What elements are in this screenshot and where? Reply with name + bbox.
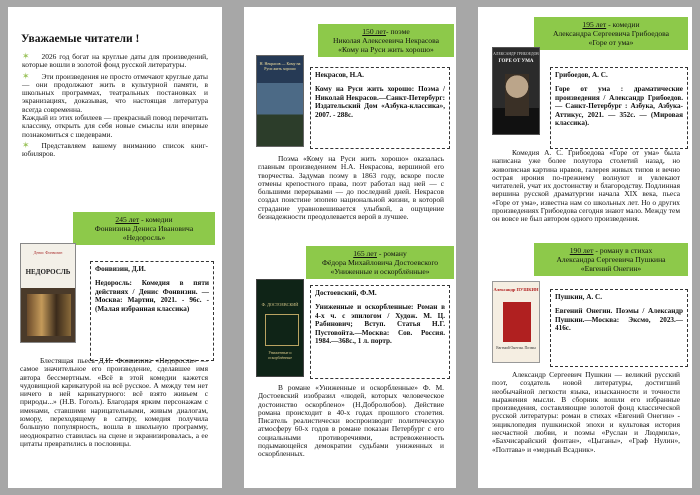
anniversary-banner: 190 лет - роману в стихах Александра Сергеевича Пушкина «Евгений Онегин» [534,243,688,276]
intro-text: ✶ 2026 год богат на круглые даты для произведений, которые вошли в золотой фонд русской литературы. ✶ Эти произведения не просто отмечают круглые даты — они продолжают жить в культурной памяти, в школьных программах, театральных постановках и экранизациях, доказывая, что настоящая литература всегда современна. Каждый из этих юбилеев — прекрасный повод перечитать классику, открыть для себя новые смыслы или впервые познакомиться с шедеврами. ✶ Представляем вашему вниманию список книг-юбиляров. [22,51,208,159]
bibliographic-card: Пушкин, А. С. Евгений Онегин. Поэмы / Александр Пушкин.—Москва: Эксмо, 2023.—416с. [550,289,688,367]
book-cover-dostoevsky: Ф. ДОСТОЕВСКИЙ Униженные и оскорблённые [256,279,304,377]
bibliographic-card: Достоевский, Ф.М. Униженные и оскорбленные: Роман в 4-х ч. с эпилогом / Худож. М. Ц. Рабинович; Вступ. Статья Н.Г. Пустовойта.—Москва: Сов. Россия. 1984.—368с., 1 л. портр. [310,285,450,379]
cover-ornament [265,314,299,346]
bibliographic-card: Некрасов, Н.А. Кому на Руси жить хорошо: Поэма / Николай Некрасов.—Санкт-Петербург: Издательский Дом «Азбука-классика», 2007. - 288с. [310,67,450,149]
anniversary-banner: 195 лет - комедии Александра Сергеевича Грибоедова «Горе от ума» [534,17,688,50]
cover-portrait [505,74,529,116]
anniversary-banner: 245 лет - комедии Фонвизина Дениса Ивановича «Недоросль» [73,212,215,245]
star-icon: ✶ [22,51,30,61]
book-description: Поэма «Кому на Руси жить хорошо» оказалась главным произведением Н.А. Некрасова, вершиной его творчества. Задумав поэму в 1863 году, вскоре после отмены крепостного права, поэт работал над ней — с большими перерывами — до последний дней. Некрасов создал поистине эпопею национальной жизни, в которой страдание уравновешивается улыбкой, а ощущение безнадежности преодолевается верой в лучшее. [258,154,444,222]
book-description: Александр Сергеевич Пушкин — великий русский поэт, создатель новой литературы, достигший необычайной легкости языка, изысканности и точности выражения мысли. В сборник вошли его избранные произведения, составляющие золотой фонд классической русской литературы: роман в стихах «Евгений Онегин» - энциклопедия пушкинской эпохи и культовая история несчастной любви, и поэмы «Руслан и Людмила», «Бахчисарайский фонтан», «Цыганы», «Граф Нулин», «Полтава» и «медный Всадник». [492,370,680,454]
panel-left [8,7,222,488]
panel-right [478,7,692,488]
book-cover-pushkin: Александр ПУШКИН Евгений Онегин. Поэмы [492,281,540,363]
book-cover-nekrasov: Н. Некрасов — Кому на Руси жить хорошо [256,55,304,147]
cover-illustration [27,294,71,336]
page-heading: Уважаемые читатели ! [21,33,140,45]
star-icon: ✶ [22,70,30,81]
book-cover-nedorosl: Денис Фонвизин НЕДОРОСЛЬ [20,243,76,343]
bibliographic-card: Грибоедов, А. С. Горе от ума : драматические произведения / Александр Грибоедов. — Санкт-Петербург : Азбука, Азбука-Аттикус, 2021. — 352с. — (Мировая классика). [550,67,688,149]
anniversary-banner: 165 лет - роману Фёдора Михайловича Достоевского «Униженные и оскорблённые» [306,246,454,279]
panel-middle [244,7,456,488]
anniversary-banner: 150 лет- поэме Николая Алексеевича Некрасова «Кому на Руси жить хорошо» [318,24,454,57]
star-icon: ✶ [22,139,30,150]
book-cover-griboedov: АЛЕКСАНДР ГРИБОЕДОВ ГОРЕ ОТ УМА [492,47,540,135]
cover-illustration [503,302,531,342]
book-description: Блестящая пьеса Д.И. Фонвизина «Недоросль» — самое значительное его произведение, сделавшее имя автора бессмертным. «Всё в этой комедии кажется чудовищной карикатурой на всё русское. А между тем нет ничего в ней карикатурного: всё взято живьем с природы...» (Н.В. Гоголь). Благодаря ярким персонажам с именами, ставшими нарицательными, живым диалогам, юмору, переходящему в сатиру, комедия получила большую популярность, вошла в школьную программу, неоднократно ставилась на сцене и экранизировалась, а ее цитаты превратились в пословицы. [20,356,208,448]
bibliographic-card: Фонвизин, Д.И. Недоросль: Комедия в пяти действиях / Денис Фонвизин. — Москва: Мартин, 2021. - 96с. - (Малая избранная классика) [90,261,214,361]
book-description: В романе «Униженные и оскорбленные» Ф. М. Достоевский изобразил «людей, которых человеческое достоинство оскорблено» (Н.Добролюбов). Действие романа происходит в 40-х годах прошлого столетия. Писатель реалистически воспроизводит политическую атмосферу 60-х годов в романе показан Петербург с его социальными противоречиями, встревоженность подымающейся демократии судьбами униженных и оскорбленных. [258,383,444,459]
book-description: Комедия А. С. Грибоедова «Горе от ума» была написана уже более полутора столетий назад, но живописная картина нравов, галерея живых типов и вечно острая ирония по-прежнему волнуют и увлекают читателей, учат их достоинству и благородству. Подлинная вершина русской драматургии начала XIX века, пьеса «Горе от ума», известна нам со школьных лет. Но о других произведениях Грибоедова сегодня знают мало. Между тем он вовсе не был автором одного произведения. [492,148,680,224]
